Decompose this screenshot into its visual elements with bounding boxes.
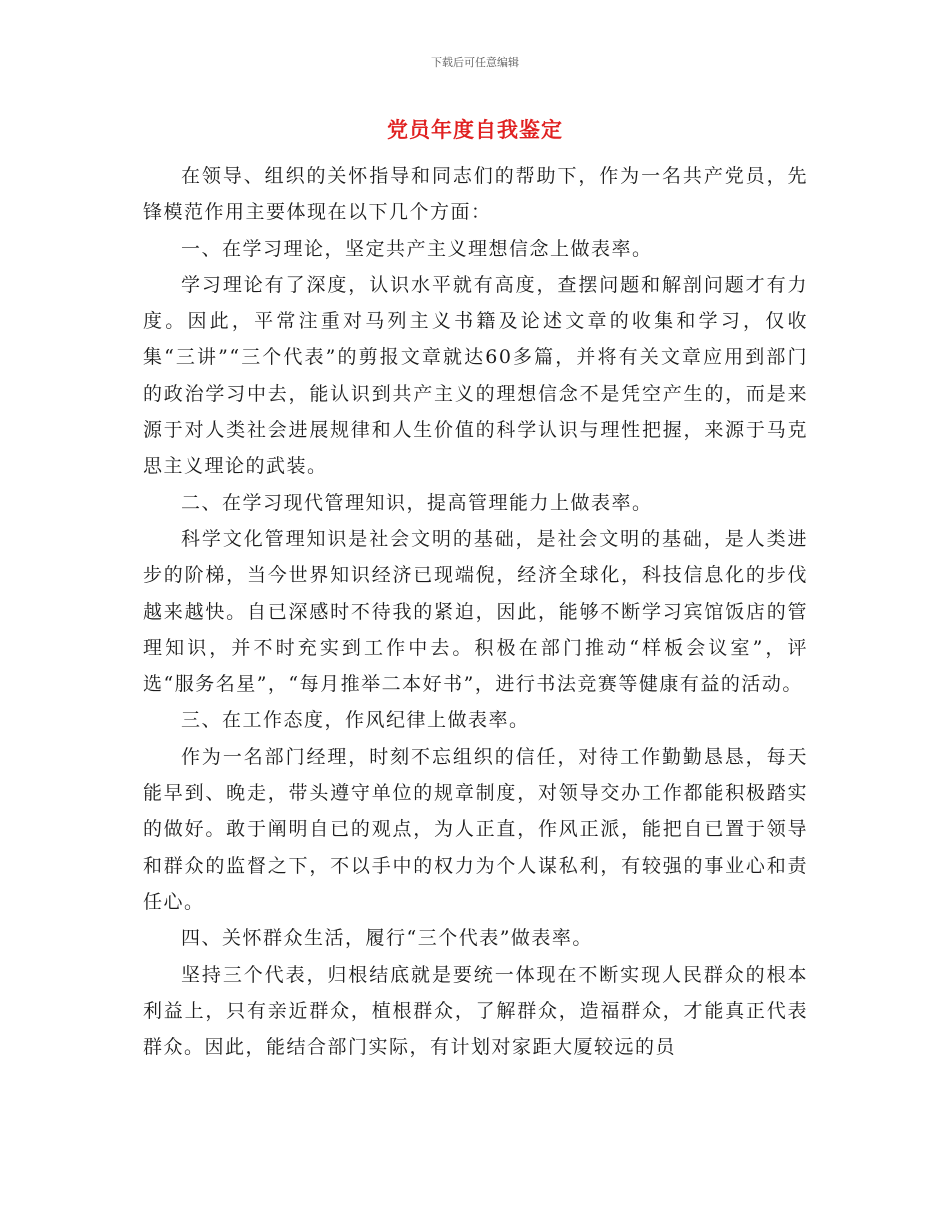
paragraph-heading-1: 一、在学习理论，坚定共产主义理想信念上做表率。 (181, 237, 653, 260)
paragraph-body-3: 作为一名部门经理，时刻不忘组织的信任，对待工作勤勤恳恳，每天能早到、晚走，带头遵守单位的规章制度，对领导交办工作都能积极踏实的做好。敢于阐明自已的观点，为人正直，作风正派，能把自已置于领导和群众的监督之下，不以手中的权力为个人谋私利，有较强的事业心和责任心。 (143, 745, 808, 913)
paragraph-body-4: 坚持三个代表，归根结底就是要统一体现在不断实现人民群众的根本利益上，只有亲近群众，植根群众，了解群众，造福群众，才能真正代表群众。因此，能结合部门实际，有计划对家距大厦较远的员 (143, 963, 808, 1059)
paragraph-heading-4: 四、关怀群众生活，履行“三个代表”做表率。 (181, 927, 593, 950)
paragraph-heading-2: 二、在学习现代管理知识，提高管理能力上做表率。 (181, 491, 653, 514)
header-note: 下载后可任意编辑 (431, 56, 519, 69)
document-body (143, 158, 808, 1065)
paragraph-body-2: 科学文化管理知识是社会文明的基础，是社会文明的基础，是人类进步的阶梯，当今世界知识经济已现端倪，经济全球化，科技信息化的步伐越来越快。自已深感时不待我的紧迫，因此，能够不断学习宾馆饭店的管理知识，并不时充实到工作中去。积极在部门推动“样板会议室”，评选“服务名星”，“每月推举二本好书”，进行书法竞赛等健康有益的活动。 (143, 527, 808, 696)
paragraph-heading-3: 三、在工作态度，作风纪律上做表率。 (181, 709, 530, 732)
paragraph-intro: 在领导、组织的关怀指导和同志们的帮助下，作为一名共产党员，先锋模范作用主要体现在以下几个方面： (143, 165, 808, 224)
paragraph-body-1: 学习理论有了深度，认识水平就有高度，查摆问题和解剖问题才有力度。因此，平常注重对马列主义书籍及论述文章的收集和学习，仅收集“三讲”“三个代表”的剪报文章就达60多篇，并将有关文章应用到部门的政治学习中去，能认识到共产主义的理想信念不是凭空产生的，而是来源于对人类社会进展规律和人生价值的科学认识与理性把握，来源于马克思主义理论的武装。 (143, 273, 808, 478)
document-title: 党员年度自我鉴定 (387, 118, 563, 142)
